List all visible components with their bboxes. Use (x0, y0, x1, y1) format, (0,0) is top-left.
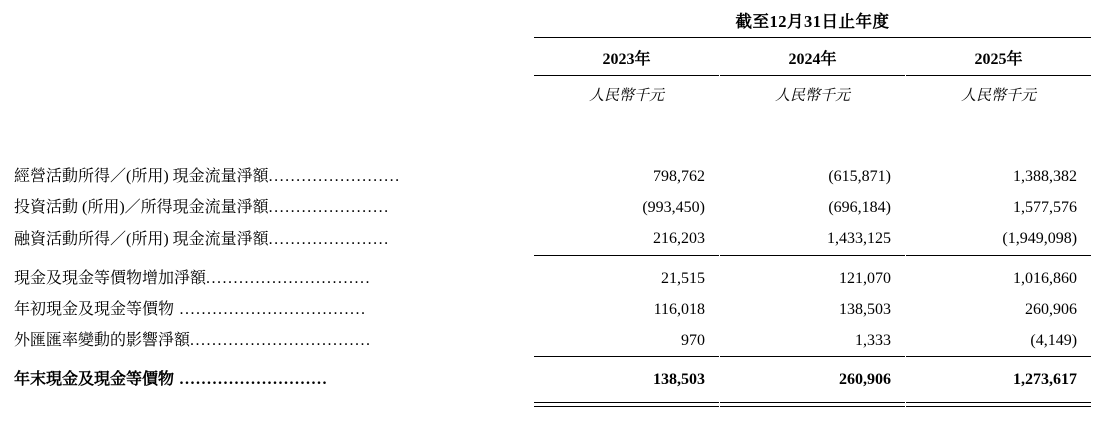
leader-dots: .................................. (174, 300, 367, 318)
row-value-financing-2023: 216,203 (653, 230, 705, 248)
row-label-text: 現金及現金等價物增加淨額 (14, 269, 207, 287)
row-label-text: 經營活動所得／(所用) 現金流量淨額 (14, 168, 269, 185)
subtotal-rule-2025 (906, 255, 1091, 263)
row-label-end-balance (14, 364, 534, 395)
double-rule-row (14, 403, 1091, 407)
row-label-text: 外匯匯率變動的影響淨額 (14, 332, 191, 350)
total-rule-2025 (906, 357, 1091, 365)
double-rule-2024 (720, 403, 905, 407)
double-rule-gap (14, 395, 1091, 403)
row-value-end-balance-2024: 260,906 (839, 371, 891, 389)
gap-cell (14, 357, 534, 365)
row-value-begin-balance-2023: 116,018 (653, 300, 705, 318)
gap-cell (14, 255, 534, 263)
row-value-begin-balance-2025: 260,906 (1025, 300, 1078, 318)
double-rule-2025 (906, 403, 1091, 407)
row-label-begin-balance (14, 294, 534, 325)
currency-header-row (14, 77, 1091, 109)
row-value-fx-effect-2024: 1,333 (855, 331, 891, 349)
row-value-end-balance-2025: 1,273,617 (1013, 371, 1078, 389)
gap-cell (14, 395, 1091, 403)
leader-dots: ........................ (268, 168, 401, 185)
row-value-net-increase-2024: 121,070 (839, 269, 891, 287)
column-currency-2025: 人民幣千元 (961, 88, 1037, 104)
subtotal-rule-2023 (534, 255, 719, 263)
subtotal-rule-2024 (720, 255, 905, 263)
leader-dots: ........................... (174, 371, 329, 389)
leader-dots: .............................. (206, 269, 372, 287)
row-label-investing (14, 192, 534, 223)
header-body-spacer (14, 109, 1091, 161)
leader-dots: ...................... (268, 230, 390, 248)
header-empty-cell (14, 8, 534, 38)
row-label-fx-effect (14, 325, 534, 357)
row-value-investing-2025: 1,577,576 (1013, 199, 1078, 217)
table-row (14, 223, 1091, 255)
year-header-row (14, 39, 1091, 76)
row-value-operating-2024: (615,871) (828, 168, 891, 185)
total-rule-2023 (534, 357, 719, 365)
table-row-total (14, 364, 1091, 395)
row-label-net-increase (14, 263, 534, 294)
row-value-net-increase-2023: 21,515 (661, 269, 705, 287)
table-row (14, 325, 1091, 357)
row-value-investing-2024: (696,184) (828, 199, 891, 217)
table-row (14, 192, 1091, 223)
row-label-text: 年初現金及現金等價物 (14, 300, 175, 318)
table-row (14, 294, 1091, 325)
total-rule-2024 (720, 357, 905, 365)
row-value-financing-2024: 1,433,125 (827, 230, 891, 248)
table-row (14, 263, 1091, 294)
year-empty-cell (14, 39, 534, 76)
column-year-2024: 2024年 (788, 51, 837, 68)
row-value-operating-2023: 798,762 (653, 168, 705, 185)
table-row (14, 161, 1091, 192)
row-label-text: 融資活動所得／(所用) 現金流量淨額 (14, 230, 269, 248)
currency-empty-cell (14, 77, 534, 109)
row-label-financing (14, 223, 534, 255)
row-value-fx-effect-2023: 970 (681, 331, 705, 349)
row-value-begin-balance-2024: 138,503 (839, 300, 891, 318)
column-currency-2023: 人民幣千元 (588, 88, 664, 104)
row-value-end-balance-2023: 138,503 (653, 371, 705, 389)
cash-flow-table (14, 8, 1091, 407)
total-gap (14, 357, 1091, 365)
spacer-cell (14, 109, 1091, 161)
column-year-2025: 2025年 (974, 51, 1023, 68)
double-rule-2023 (534, 403, 719, 407)
row-label-text: 年末現金及現金等價物 (14, 371, 175, 389)
leader-dots: ................................. (190, 332, 372, 350)
row-value-net-increase-2025: 1,016,860 (1013, 269, 1078, 287)
period-title: 截至12月31日止年度 (735, 12, 890, 31)
row-value-financing-2025: (1,949,098) (1002, 230, 1078, 248)
cash-flow-statement-page (0, 8, 1104, 430)
row-label-text: 投資活動 (所用)／所得現金流量淨額 (14, 199, 269, 217)
leader-dots: ...................... (268, 199, 390, 217)
row-value-fx-effect-2025: (4,149) (1030, 331, 1078, 349)
period-header-row (14, 8, 1091, 38)
row-value-investing-2023: (993,450) (642, 199, 705, 217)
column-currency-2024: 人民幣千元 (774, 88, 850, 104)
column-year-2023: 2023年 (602, 51, 651, 68)
subtotal-gap (14, 255, 1091, 263)
row-label-operating (14, 161, 534, 192)
double-rule-empty (14, 403, 534, 407)
row-value-operating-2025: 1,388,382 (1013, 168, 1078, 185)
